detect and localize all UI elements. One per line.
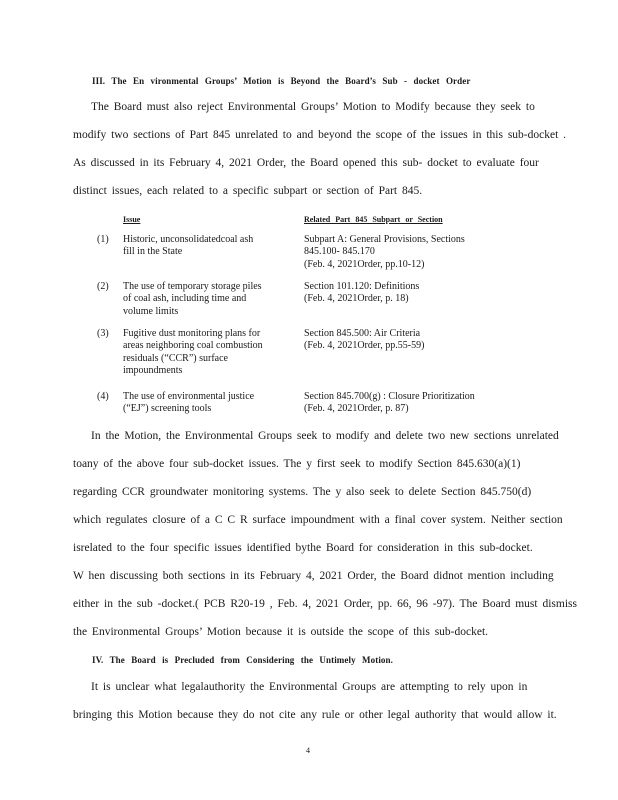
related-cell xyxy=(304,391,475,416)
related-line: 845.100- 845.170 xyxy=(304,246,375,258)
related-cell xyxy=(304,281,419,306)
row-number: (4) xyxy=(97,391,109,402)
issue-line: areas neighboring coal combustion xyxy=(123,340,263,352)
page-number: 4 xyxy=(306,746,310,755)
table-header-issue: Issue xyxy=(123,215,141,224)
issue-line: The use of temporary storage piles xyxy=(123,281,262,292)
issue-line: fill in the State xyxy=(123,246,183,258)
related-line: (Feb. 4, 2021Order, p. 87) xyxy=(304,403,409,415)
issue-line: Historic, unconsolidatedcoal ash xyxy=(123,234,254,245)
row-number: (3) xyxy=(97,328,109,339)
issue-cell xyxy=(123,328,263,377)
related-line: Section 845.500: Air Criteria xyxy=(304,328,421,339)
paragraph-line: the Environmental Groups’ Motion because it is outside the scope of this sub-docket. xyxy=(73,626,489,638)
paragraph-line: In the Motion, the Environmental Groups seek to modify and delete two new sections unrelated xyxy=(91,430,559,442)
paragraph-line: It is unclear what legalauthority the Environmental Groups are attempting to rely upon in xyxy=(91,681,528,693)
related-line: (Feb. 4, 2021Order, pp.10-12) xyxy=(304,258,425,270)
paragraph-line: toany of the above four sub-docket issues. The y first seek to modify Section 845.630(a)(1) xyxy=(73,458,521,470)
issue-cell xyxy=(123,234,253,259)
paragraph-line: distinct issues, each related to a specific subpart or section of Part 845. xyxy=(73,185,423,197)
paragraph-line: bringing this Motion because they do not cite any rule or other legal authority that would allow it. xyxy=(73,709,557,721)
related-line: Section 845.700(g) : Closure Prioritization xyxy=(304,391,475,402)
paragraph-line: regarding CCR groundwater monitoring systems. The y also seek to delete Section 845.750(d) xyxy=(73,486,532,498)
paragraph-line: which regulates closure of a C C R surface impoundment with a final cover system. Neither section xyxy=(73,514,563,526)
paragraph-line: The Board must also reject Environmental Groups’ Motion to Modify because they seek to xyxy=(91,101,535,113)
issue-line: residuals (“CCR”) surface xyxy=(123,352,228,364)
paragraph-line: W hen discussing both sections in its February 4, 2021 Order, the Board didnot mention including xyxy=(73,570,554,582)
issue-line: of coal ash, including time and xyxy=(123,293,247,305)
related-line: Section 101.120: Definitions xyxy=(304,281,420,292)
table-header-related: Related Part 845 Subpart or Section xyxy=(304,215,443,224)
issue-line: Fugitive dust monitoring plans for xyxy=(123,328,261,339)
issue-cell xyxy=(123,391,254,416)
related-line: (Feb. 4, 2021Order, pp.55-59) xyxy=(304,340,425,352)
row-number: (2) xyxy=(97,281,109,292)
section-heading-iv: IV. The Board is Precluded from Considering the Untimely Motion. xyxy=(92,655,393,665)
issue-line: volume limits xyxy=(123,305,179,317)
issue-line: impoundments xyxy=(123,364,183,376)
issue-cell xyxy=(123,281,262,318)
paragraph-line: As discussed in its February 4, 2021 Order, the Board opened this sub- docket to evaluate four xyxy=(73,157,539,169)
related-cell xyxy=(304,234,465,271)
related-line: (Feb. 4, 2021Order, p. 18) xyxy=(304,293,409,305)
issue-line: The use of environmental justice xyxy=(123,391,255,402)
related-cell xyxy=(304,328,424,353)
issue-line: (“EJ”) screening tools xyxy=(123,403,212,415)
section-heading-iii: III. The En vironmental Groups’ Motion is Beyond the Board’s Sub - docket Order xyxy=(92,76,471,86)
related-line: Subpart A: General Provisions, Sections xyxy=(304,234,465,245)
paragraph-line: either in the sub -docket.( PCB R20-19 , Feb. 4, 2021 Order, pp. 66, 96 -97). The Board must dismiss xyxy=(73,598,577,610)
paragraph-line: isrelated to the four specific issues identified bythe Board for consideration in this sub-docket. xyxy=(73,542,533,554)
paragraph-line: modify two sections of Part 845 unrelated to and beyond the scope of the issues in this sub-docket . xyxy=(73,129,567,141)
row-number: (1) xyxy=(97,234,109,245)
